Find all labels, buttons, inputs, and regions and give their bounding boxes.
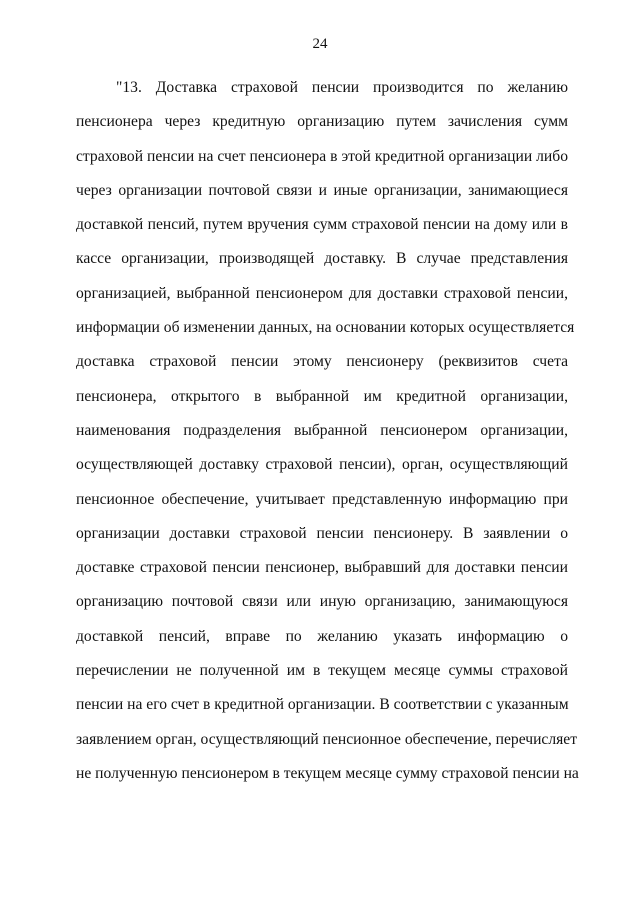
paragraph-line: "13. Доставка страховой пенсии производится по желанию [116,79,568,96]
paragraph-line: кассе организации, производящей доставку. В случае представления [76,250,568,268]
paragraph-line: через организации почтовой связи и иные организации, занимающиеся [76,181,568,199]
paragraph-line: пенсионера, открытого в выбранной им кредитной организации, [76,387,568,405]
paragraph-line: доставкой пенсий, вправе по желанию указать информацию о [76,627,568,645]
paragraph-line: пенсии на его счет в кредитной организации. В соответствии с указанным [76,696,569,714]
paragraph-line: страховой пенсии на счет пенсионера в этой кредитной организации либо [76,147,568,165]
page-number: 24 [312,36,328,52]
paragraph-line: пенсионное обеспечение, учитывает представленную информацию при [76,490,568,508]
paragraph-line: доставке страховой пенсии пенсионер, выбравший для доставки пенсии [76,559,568,577]
paragraph-line: доставка страховой пенсии этому пенсионеру (реквизитов счета [76,353,568,371]
paragraph-line: доставкой пенсий, путем вручения сумм страховой пенсии на дому или в [76,216,568,234]
paragraph-line: осуществляющей доставку страховой пенсии), орган, осуществляющий [76,456,568,474]
paragraph-line: информации об изменении данных, на основании которых осуществляется [76,319,575,337]
paragraph-line: заявлением орган, осуществляющий пенсионное обеспечение, перечисляет [76,730,578,748]
paragraph-line: наименования подразделения выбранной пенсионером организации, [76,421,568,439]
paragraph-line: организации доставки страховой пенсии пенсионеру. В заявлении о [76,524,568,542]
document-body [76,78,579,798]
paragraph-line: организацией, выбранной пенсионером для доставки страховой пенсии, [76,284,568,302]
paragraph-line: организацию почтовой связи или иную организацию, занимающуюся [76,593,568,611]
paragraph-line: не полученную пенсионером в текущем месяце сумму страховой пенсии на [76,764,579,782]
paragraph-line: перечислении не полученной им в текущем месяце суммы страховой [76,662,568,680]
paragraph-line: пенсионера через кредитную организацию путем зачисления сумм [76,113,568,131]
